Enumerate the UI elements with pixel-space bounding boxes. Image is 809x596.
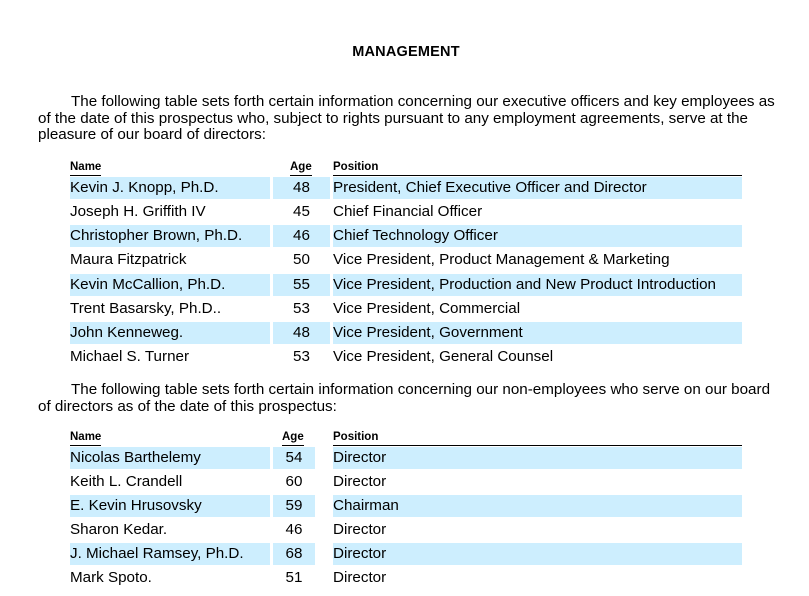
column-header-age: Age xyxy=(282,431,304,446)
table-row xyxy=(70,322,742,344)
cell-age: 50 xyxy=(293,251,310,269)
cell-position: Vice President, Government xyxy=(333,322,742,344)
cell-position: Vice President, Commercial xyxy=(333,299,521,317)
cell-position: Vice President, Product Management & Marketing xyxy=(333,251,670,269)
cell-position: Vice President, Production and New Product Introduction xyxy=(333,274,742,296)
cell-age: 68 xyxy=(273,543,315,565)
cell-position: President, Chief Executive Officer and Director xyxy=(333,177,742,199)
cell-name: J. Michael Ramsey, Ph.D. xyxy=(70,543,270,565)
cell-position: Director xyxy=(333,447,742,469)
officers-table-header xyxy=(70,159,742,177)
cell-name: Sharon Kedar. xyxy=(70,521,168,539)
table-row xyxy=(70,447,742,469)
cell-age: 53 xyxy=(293,299,310,317)
cell-name: Nicolas Barthelemy xyxy=(70,447,270,469)
cell-position: Director xyxy=(333,473,387,491)
directors-intro-paragraph: The following table sets forth certain information concerning our non-employees who serve on our board of directors as of the date of this prospectus: xyxy=(38,381,771,415)
table-row xyxy=(70,346,742,368)
cell-position: Director xyxy=(333,569,387,587)
table-row xyxy=(70,249,742,271)
cell-age: 54 xyxy=(273,447,315,469)
cell-age: 48 xyxy=(273,322,330,344)
cell-age: 46 xyxy=(273,225,330,247)
cell-name: John Kenneweg. xyxy=(70,322,270,344)
table-row xyxy=(70,298,742,320)
cell-age: 59 xyxy=(273,495,315,517)
officers-intro-paragraph: The following table sets forth certain information concerning our executive officers and key employees as of the date of this prospectus who, subject to rights pursuant to any employment agreements, serve at the pleasure of our board of directors: xyxy=(38,93,775,143)
cell-name: Christopher Brown, Ph.D. xyxy=(70,225,270,247)
cell-name: Kevin McCallion, Ph.D. xyxy=(70,274,270,296)
table-row xyxy=(70,225,742,247)
column-header-name: Name xyxy=(70,431,101,446)
cell-name: E. Kevin Hrusovsky xyxy=(70,495,270,517)
cell-position: Chief Financial Officer xyxy=(333,203,483,221)
table-row xyxy=(70,495,742,517)
cell-position: Director xyxy=(333,543,742,565)
cell-position: Chief Technology Officer xyxy=(333,225,742,247)
cell-age: 53 xyxy=(293,347,310,365)
cell-age: 60 xyxy=(285,473,303,491)
cell-age: 46 xyxy=(285,521,303,539)
table-row xyxy=(70,177,742,199)
table-row xyxy=(70,519,742,541)
cell-age: 48 xyxy=(273,177,330,199)
table-row xyxy=(70,567,742,589)
table-row xyxy=(70,471,742,493)
cell-age: 55 xyxy=(273,274,330,296)
cell-name: Keith L. Crandell xyxy=(70,473,183,491)
cell-name: Mark Spoto. xyxy=(70,569,152,587)
cell-name: Trent Basarsky, Ph.D.. xyxy=(70,299,222,317)
cell-name: Michael S. Turner xyxy=(70,347,190,365)
column-header-name: Name xyxy=(70,161,101,176)
column-header-position: Position xyxy=(333,431,742,446)
column-header-position: Position xyxy=(333,161,742,176)
table-row xyxy=(70,543,742,565)
directors-table xyxy=(70,429,742,592)
cell-age: 51 xyxy=(285,569,303,587)
cell-name: Joseph H. Griffith IV xyxy=(70,203,206,221)
cell-position: Chairman xyxy=(333,495,742,517)
cell-age: 45 xyxy=(293,203,310,221)
column-header-age: Age xyxy=(290,161,312,176)
cell-position: Director xyxy=(333,521,387,539)
directors-table-header xyxy=(70,429,742,447)
table-row xyxy=(70,274,742,296)
cell-position: Vice President, General Counsel xyxy=(333,347,554,365)
cell-name: Kevin J. Knopp, Ph.D. xyxy=(70,177,270,199)
section-heading: MANAGEMENT xyxy=(352,44,460,60)
cell-name: Maura Fitzpatrick xyxy=(70,251,187,269)
table-row xyxy=(70,201,742,223)
officers-table xyxy=(70,159,742,370)
